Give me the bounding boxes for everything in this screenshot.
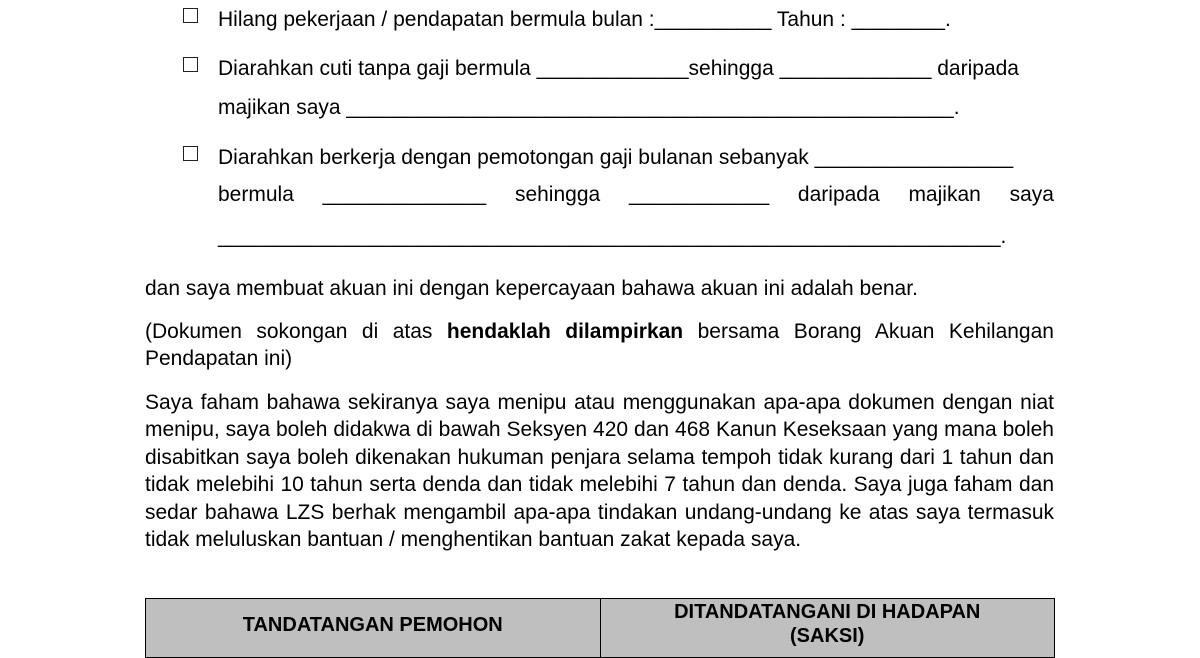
support-note-before: (Dokumen sokongan di atas bbox=[145, 320, 447, 343]
line-word: sehingga bbox=[514, 183, 601, 206]
option-unpaid-leave-line1: Diarahkan cuti tanpa gaji bermula _____________sehingga _____________ daripada bbox=[218, 57, 1019, 80]
witness-header-line1: DITANDATANGANI DI HADAPAN bbox=[674, 601, 981, 623]
line-blank: ____________ bbox=[628, 183, 770, 206]
witness-signature-header bbox=[601, 599, 1055, 657]
line-word: bermula bbox=[218, 183, 294, 206]
checkbox-salary-cut[interactable] bbox=[183, 146, 198, 161]
checkbox-lost-job[interactable] bbox=[183, 8, 198, 23]
line-word: daripada bbox=[797, 183, 880, 206]
support-note-after: bersama Borang Akuan Kehilangan Pendapatan ini) bbox=[145, 320, 1054, 371]
checkbox-unpaid-leave[interactable] bbox=[183, 57, 198, 72]
option-lost-job-text: Hilang pekerjaan / pendapatan bermula bulan :__________ Tahun : ________. bbox=[218, 8, 951, 31]
line-word: majikan bbox=[908, 183, 981, 206]
signature-table bbox=[145, 598, 1055, 658]
option-salary-cut-line3: ___________________________________________________________________. bbox=[218, 225, 1007, 248]
option-salary-cut-line2 bbox=[218, 182, 1054, 208]
declaration-text: dan saya membuat akuan ini dengan kepercayaan bahawa akuan ini adalah benar. bbox=[145, 277, 918, 300]
option-unpaid-leave-line2: majikan saya ____________________________________________________. bbox=[218, 96, 960, 119]
line-blank: ______________ bbox=[322, 183, 487, 206]
line-word: saya bbox=[1009, 183, 1054, 206]
applicant-signature-header: TANDATANGAN PEMOHON bbox=[146, 599, 601, 657]
warning-paragraph: Saya faham bahawa sekiranya saya menipu atau menggunakan apa-apa dokumen dengan niat menipu, saya boleh didakwa di bawah Seksyen 420 dan 468 Kanun Keseksaan yang mana boleh disabitkan saya boleh dikenakan hukuman penjara selama tempoh tidak kurang dari 1 tahun dan tidak melebihi 10 tahun serta denda dan tidak melebihi 7 tahun dan denda. Saya juga faham dan sedar bahawa LZS berhak mengambil apa-apa tindakan undang-undang ke atas saya termasuk tidak meluluskan bantuan / menghentikan bantuan zakat kepada saya. bbox=[145, 391, 1054, 552]
witness-header-line2: (SAKSI) bbox=[790, 625, 865, 647]
option-salary-cut-line1: Diarahkan berkerja dengan pemotongan gaji bulanan sebanyak _________________ bbox=[218, 146, 1014, 169]
support-note-bold: hendaklah dilampirkan bbox=[446, 320, 684, 343]
support-note bbox=[145, 318, 1054, 373]
